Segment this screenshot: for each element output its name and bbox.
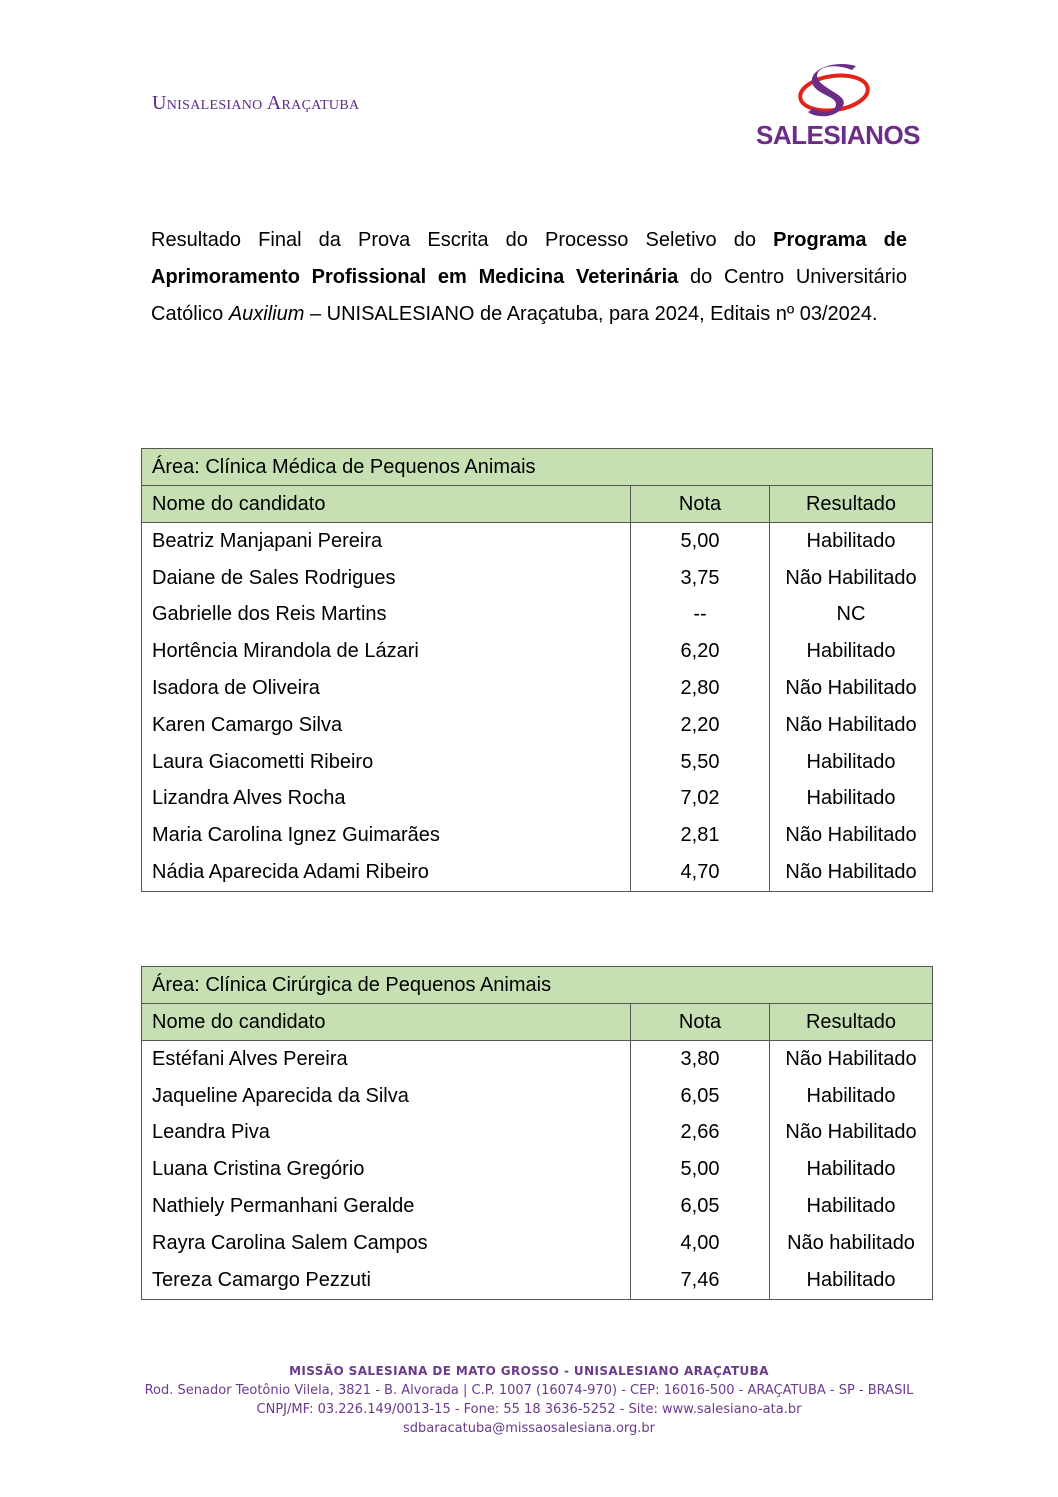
column-header-name: Nome do candidato (142, 486, 631, 523)
candidate-name: Nádia Aparecida Adami Ribeiro (142, 854, 631, 891)
column-header-nota: Nota (631, 1004, 770, 1041)
candidate-result: Habilitado (770, 781, 933, 818)
institution-name: Unisalesiano Araçatuba (152, 92, 360, 114)
candidate-result: Habilitado (770, 1262, 933, 1299)
column-header-nota: Nota (631, 486, 770, 523)
table-row (142, 1041, 933, 1078)
footer-organization: MISSÃO SALESIANA DE MATO GROSSO - UNISALESIANO ARAÇATUBA (289, 1364, 769, 1378)
auxilium-word: Auxilium (228, 303, 305, 325)
table-row (142, 1115, 933, 1152)
salesianos-logo (756, 58, 921, 158)
page-footer (0, 1361, 1058, 1438)
column-header-result: Resultado (770, 486, 933, 523)
candidate-score: 2,66 (631, 1115, 770, 1152)
candidate-score: 6,20 (631, 633, 770, 670)
candidate-name: Jaqueline Aparecida da Silva (142, 1078, 631, 1115)
candidate-result: Não Habilitado (770, 670, 933, 707)
candidate-name: Daiane de Sales Rodrigues (142, 560, 631, 597)
candidate-result: Não Habilitado (770, 1115, 933, 1152)
candidate-score: 7,02 (631, 781, 770, 818)
candidate-name: Beatriz Manjapani Pereira (142, 523, 631, 560)
table-row (142, 670, 933, 707)
candidate-name: Nathiely Permanhani Geralde (142, 1188, 631, 1225)
table-row (142, 560, 933, 597)
footer-email: sdbaracatuba@missaosalesiana.org.br (402, 1421, 656, 1436)
table-row (142, 854, 933, 891)
candidate-name: Luana Cristina Gregório (142, 1151, 631, 1188)
table-row (142, 1262, 933, 1299)
candidate-score: 5,00 (631, 523, 770, 560)
intro-text-1: Resultado Final da Prova Escrita do Processo Seletivo do (151, 229, 774, 251)
footer-address: Rod. Senador Teotônio Vilela, 3821 - B. Alvorada | C.P. 1007 (16074-970) - CEP: 16016-500 - ARAÇATUBA - SP - BRASIL (144, 1383, 914, 1398)
candidate-name: Estéfani Alves Pereira (142, 1041, 631, 1078)
candidate-score: 6,05 (631, 1078, 770, 1115)
candidate-score: 4,70 (631, 854, 770, 891)
candidate-name: Maria Carolina Ignez Guimarães (142, 817, 631, 854)
candidate-score: 2,81 (631, 817, 770, 854)
candidate-score: 2,80 (631, 670, 770, 707)
table-row (142, 1078, 933, 1115)
area-title: Área: Clínica Cirúrgica de Pequenos Animais (142, 967, 933, 1004)
candidate-score: 5,50 (631, 744, 770, 781)
candidate-score: -- (631, 597, 770, 634)
candidate-result: Não habilitado (770, 1225, 933, 1262)
candidate-result: Habilitado (770, 1078, 933, 1115)
table-row (142, 817, 933, 854)
candidate-name: Leandra Piva (142, 1115, 631, 1152)
candidate-result: Habilitado (770, 633, 933, 670)
results-table-clinica-cirurgica (141, 966, 933, 1300)
intro-paragraph (151, 222, 907, 333)
column-header-result: Resultado (770, 1004, 933, 1041)
candidate-name: Lizandra Alves Rocha (142, 781, 631, 818)
table-row (142, 633, 933, 670)
candidate-name: Isadora de Oliveira (142, 670, 631, 707)
column-header-name: Nome do candidato (142, 1004, 631, 1041)
intro-text-2: do Centro Universitário Católico (151, 266, 907, 325)
candidate-score: 6,05 (631, 1188, 770, 1225)
candidate-result: Não Habilitado (770, 854, 933, 891)
results-table-clinica-medica (141, 448, 933, 892)
candidate-name: Karen Camargo Silva (142, 707, 631, 744)
candidate-score: 4,00 (631, 1225, 770, 1262)
logo-text: SALESIANOS (756, 120, 921, 150)
intro-text-3: – UNISALESIANO de Araçatuba, para 2024, Editais nº 03/2024. (304, 303, 878, 325)
area-title: Área: Clínica Médica de Pequenos Animais (142, 449, 933, 486)
program-name: Programa de Aprimoramento Profissional em Medicina Veterinária (151, 229, 908, 288)
table-row (142, 1188, 933, 1225)
candidate-score: 7,46 (631, 1262, 770, 1299)
candidate-result: Habilitado (770, 1151, 933, 1188)
candidate-name: Rayra Carolina Salem Campos (142, 1225, 631, 1262)
table-row (142, 744, 933, 781)
candidate-result: Não Habilitado (770, 817, 933, 854)
candidate-name: Tereza Camargo Pezzuti (142, 1262, 631, 1299)
candidate-result: Não Habilitado (770, 560, 933, 597)
candidate-score: 3,75 (631, 560, 770, 597)
candidate-score: 5,00 (631, 1151, 770, 1188)
table-row (142, 597, 933, 634)
table-row (142, 707, 933, 744)
salesianos-s-icon (756, 58, 916, 128)
footer-contact: CNPJ/MF: 03.226.149/0013-15 - Fone: 55 18 3636-5252 - Site: www.salesiano-ata.br (256, 1402, 802, 1417)
candidate-result: Habilitado (770, 523, 933, 560)
candidate-result: Não Habilitado (770, 1041, 933, 1078)
candidate-score: 2,20 (631, 707, 770, 744)
candidate-score: 3,80 (631, 1041, 770, 1078)
candidate-result: Habilitado (770, 744, 933, 781)
candidate-result: Habilitado (770, 1188, 933, 1225)
candidate-name: Laura Giacometti Ribeiro (142, 744, 631, 781)
table-row (142, 1225, 933, 1262)
candidate-result: NC (770, 597, 933, 634)
candidate-result: Não Habilitado (770, 707, 933, 744)
candidate-name: Gabrielle dos Reis Martins (142, 597, 631, 634)
table-row (142, 523, 933, 560)
candidate-name: Hortência Mirandola de Lázari (142, 633, 631, 670)
table-row (142, 781, 933, 818)
table-row (142, 1151, 933, 1188)
